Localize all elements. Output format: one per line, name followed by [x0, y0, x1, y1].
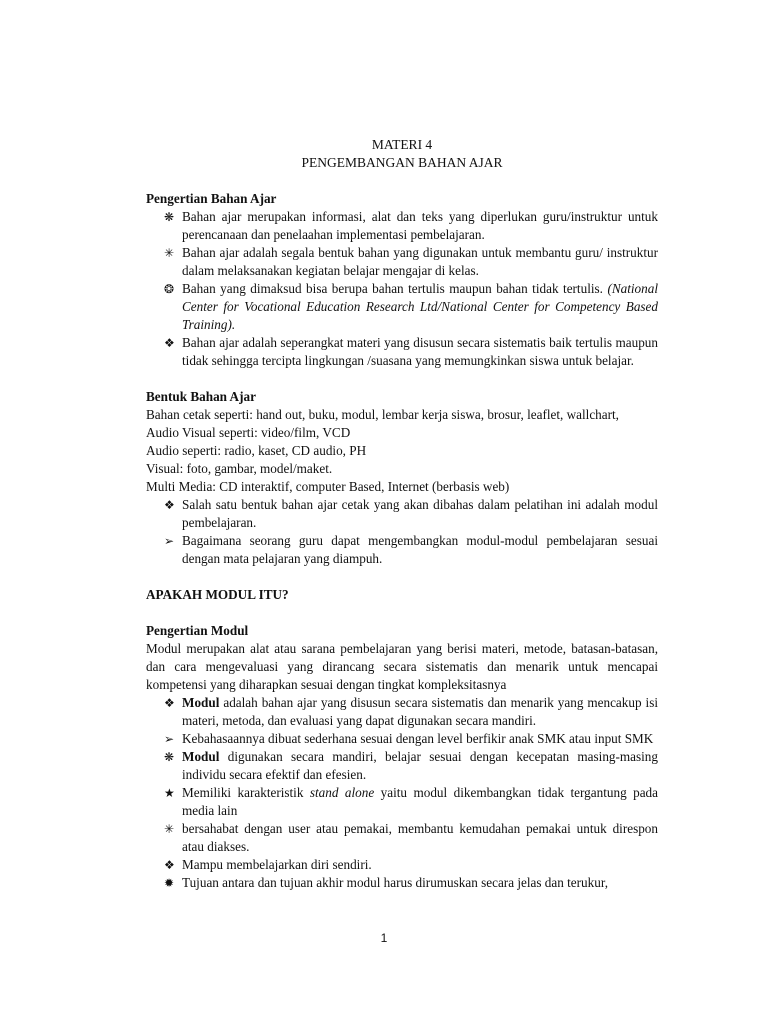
star-bullet-icon: ✳	[164, 822, 175, 836]
text-line: Audio Visual seperti: video/film, VCD	[146, 425, 351, 440]
text-line: Visual: foto, gambar, model/maket.	[146, 461, 333, 476]
section-heading-pengertian-modul: Pengertian Modul	[146, 623, 249, 638]
title-line-1: MATERI 4	[371, 137, 433, 152]
text-line: Bahan cetak seperti: hand out, buku, modul, lembar kerja siswa, brosur, leaflet, wallchart,	[146, 407, 619, 422]
diamond-bullet-icon: ❖	[164, 696, 175, 710]
list-item	[146, 280, 658, 334]
list-item-text-pre: Memiliki karakteristik	[182, 785, 310, 800]
bullet-list-modul	[146, 694, 658, 892]
arrowhead-bullet-icon: ➢	[164, 732, 175, 746]
list-item	[146, 748, 658, 784]
flower-bullet-icon: ❂	[164, 282, 175, 296]
text-line: Audio seperti: radio, kaset, CD audio, PH	[146, 443, 367, 458]
list-item-text: bersahabat dengan user atau pemakai, membantu kemudahan pemakai untuk direspon atau diakses.	[182, 821, 658, 854]
list-item-text: Bahan ajar merupakan informasi, alat dan teks yang diperlukan guru/instruktur untuk perencanaan dan penelaahan implementasi pembelajaran.	[182, 209, 658, 242]
list-item-text: digunakan secara mandiri, belajar sesuai dengan kecepatan masing-masing individu secara efektif dan efesien.	[182, 749, 658, 782]
asterisk-bullet-icon: ❋	[164, 210, 175, 224]
bullet-list-bentuk	[146, 496, 658, 568]
list-item	[146, 244, 658, 280]
diamond-bullet-icon: ❖	[164, 336, 175, 350]
title-line-2: PENGEMBANGAN BAHAN AJAR	[301, 155, 503, 170]
list-item-text: Bahan ajar adalah segala bentuk bahan yang digunakan untuk membantu guru/ instruktur dalam melaksanakan kegiatan belajar mengajar di kelas.	[182, 245, 658, 278]
asterisk-bullet-icon: ❋	[164, 750, 175, 764]
document-body	[146, 136, 658, 892]
section-heading-apakah-modul-itu: APAKAH MODUL ITU?	[146, 587, 289, 602]
star-bullet-icon: ✳	[164, 246, 175, 260]
list-item-text: Bahan ajar adalah seperangkat materi yang disusun secara sistematis baik tertulis maupun tidak sehingga tercipta lingkungan /suasana yang memungkinkan siswa untuk belajar.	[182, 335, 658, 368]
diamond-bullet-icon: ❖	[164, 858, 175, 872]
bullet-list-bahan-ajar	[146, 208, 658, 370]
list-item	[146, 334, 658, 370]
list-item-text: Salah satu bentuk bahan ajar cetak yang akan dibahas dalam pelatihan ini adalah modul pembelajaran.	[182, 497, 658, 530]
sun-bullet-icon: ✹	[164, 876, 175, 890]
list-item-text: Kebahasaannya dibuat sederhana sesuai dengan level berfikir anak SMK atau input SMK	[182, 731, 654, 746]
list-item	[146, 208, 658, 244]
paragraph: Modul merupakan alat atau sarana pembelajaran yang berisi materi, metode, batasan-batasan, dan cara mengevaluasi yang dirancang secara sistematis dan menarik untuk mencapai kompetensi yang diharapkan sesuai dengan tingkat kompleksitasnya	[146, 641, 658, 692]
list-item	[146, 694, 658, 730]
list-item	[146, 856, 658, 874]
list-item	[146, 820, 658, 856]
list-item	[146, 784, 658, 820]
citation: (National Center for Vocational Education Research Ltd/National Center for Competency Based Training).	[182, 281, 658, 332]
list-item	[146, 532, 658, 568]
page-number: 1	[380, 931, 388, 945]
list-item-text: Bagaimana seorang guru dapat mengembangkan modul-modul pembelajaran sesuai dengan mata pelajaran yang diampuh.	[182, 533, 658, 566]
document-title	[146, 136, 658, 172]
section-heading-bentuk-bahan-ajar: Bentuk Bahan Ajar	[146, 389, 256, 404]
bold-term: Modul	[182, 695, 220, 710]
list-item-text: adalah bahan ajar yang disusun secara sistematis dan menarik yang mencakup isi materi, metoda, dan evaluasi yang dapat digunakan secara mandiri.	[182, 695, 658, 728]
diamond-bullet-icon: ❖	[164, 498, 175, 512]
list-item-text: Mampu membelajarkan diri sendiri.	[182, 857, 372, 872]
list-item	[146, 496, 658, 532]
arrowhead-bullet-icon: ➢	[164, 534, 175, 548]
bold-term: Modul	[182, 749, 220, 764]
italic-term: stand alone	[309, 785, 375, 800]
text-line: Multi Media: CD interaktif, computer Based, Internet (berbasis web)	[146, 479, 510, 494]
list-item	[146, 874, 658, 892]
list-item	[146, 730, 658, 748]
section-heading-pengertian-bahan-ajar: Pengertian Bahan Ajar	[146, 191, 277, 206]
list-item-text: Tujuan antara dan tujuan akhir modul harus dirumuskan secara jelas dan terukur,	[182, 875, 608, 890]
list-item-text: yaitu modul dikembangkan tidak tergantung pada media lain	[182, 785, 658, 818]
list-item-text: Bahan yang dimaksud bisa berupa bahan tertulis maupun bahan tidak tertulis.	[182, 281, 603, 296]
star-bullet-icon: ★	[164, 786, 175, 800]
